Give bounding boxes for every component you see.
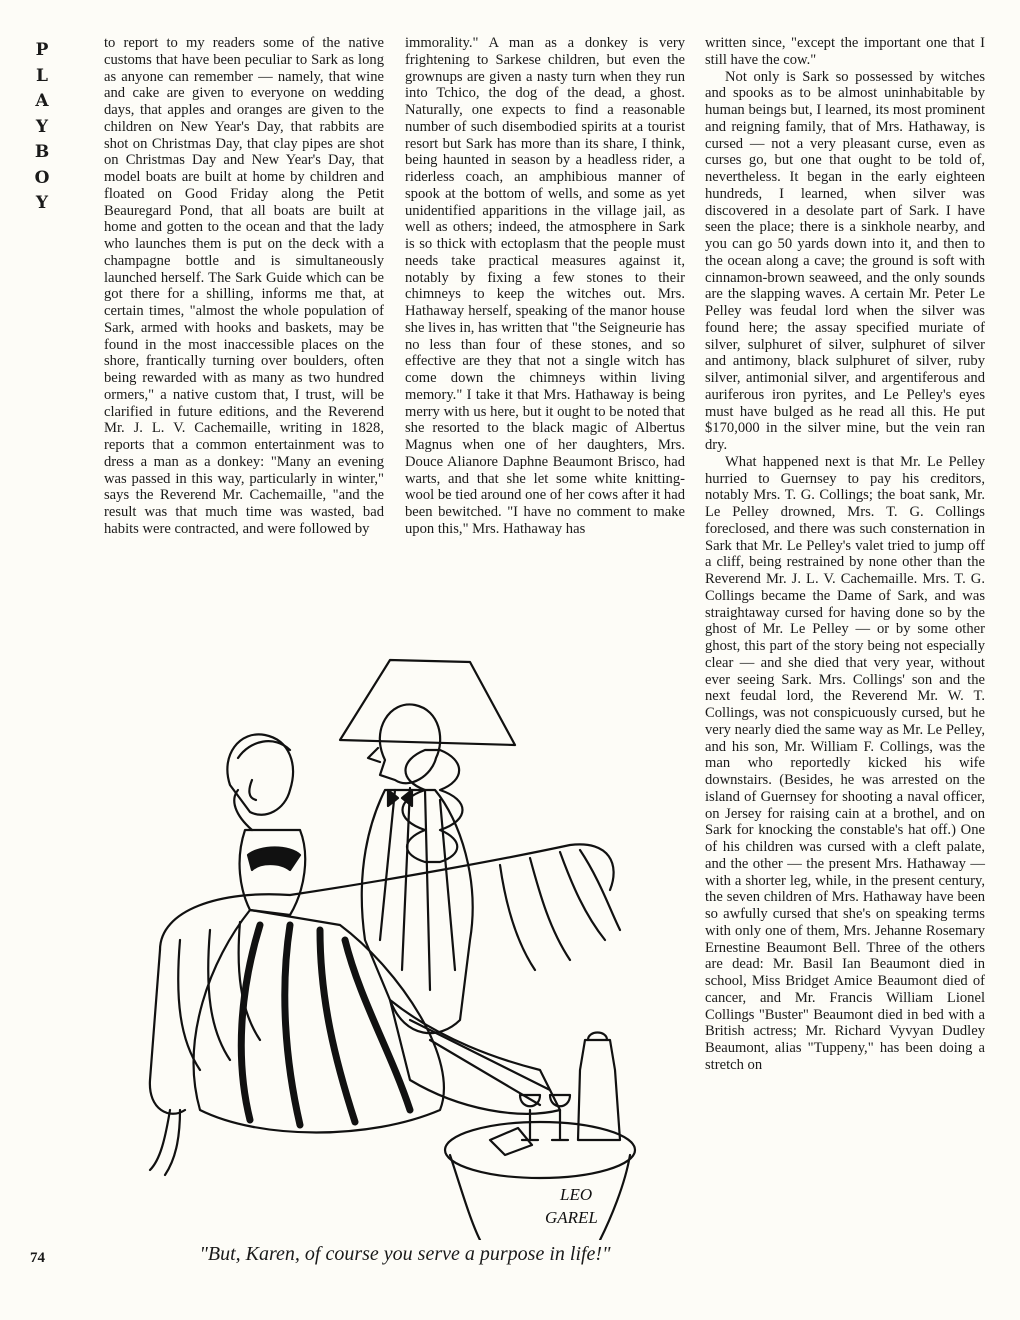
column-2-paragraph-1: immorality." A man as a donkey is very frightening to Sarkese children, but even the grownups are given a nasty turn when they run into Tchico, the dog of the dead, a ghost. Naturally, one expects to find a reasonable number of such disembodied spirits at a tourist resort but Sark has more than its share, I think, being haunted in season by a headless rider, a riderless coach, an amphibious manner of spook at the bottom of wells, and some as yet unidentified apparitions in the village jail, as well as others; indeed, the atmosphere in Sark is so thick with ectoplasm that the people must needs take practical measures against it, notably by fixing a few stones to their chimneys to keep the witches out. Mrs. Hathaway herself, speaking of the manor house she lives in, has written that "the Seigneurie has no less than four of these stones, and so effective are they that not a single witch has come down the chimneys within living memory." I take it that Mrs. Hathaway is being merry with us here, but it ought to be noted that she resorted to the black magic of Albertus Magnus when one of her daughters, Mrs. Douce Alianore Daphne Beaumont Brisco, had warts, and that she let some white knitting-wool be tied around one of her cows after it had been bewitched. "I have no comment to make upon this," Mrs. Hathaway has [405,35,685,537]
cartoon-caption: "But, Karen, of course you serve a purpose in life!" [199,1243,611,1265]
lamp-shade [340,660,515,745]
coffee-table [445,1122,635,1178]
napkin [490,1128,532,1155]
column-3-paragraph-2: Not only is Sark so possessed by witches and spooks as to be almost uninhabitable by human beings but, I learned, its most prominent and reigning family, that of Mrs. Hathaway, is cursed — not a very pleasant curse, even as curses go, but one that ought to be told of, nevertheless. It began in the early eighteen hundreds, I learned, when silver was discovered in a desolate part of Sark. I have seen the place; there is a sinkhole nearby, and you can go 50 yards down into it, and then to the ocean along a cave; the ground is soft with cinnamon-brown seaweed, and the only sounds are the slapping waves. A certain Mr. Peter Le Pelley was feudal lord when the silver was found here; the assay specified muriate of silver, sulphuret of silver, sulphuret of silver and antimony, black sulphuret of silver, ruby silver, antimonial silver, and argentiferous and auriferous iron pyrites, and Le Pelley's eyes must have bulged as he read all this. He put $170,000 in the silver mine, but the vein ran dry. [705,68,985,453]
artist-signature-line-1: LEO [560,1185,593,1204]
text-column-3 [705,35,985,1074]
glass-right [550,1095,570,1140]
artist-signature-line-2: GAREL [545,1208,598,1227]
column-1-paragraph-1: to report to my readers some of the native customs that have been peculiar to Sark as long as anyone can remember — namely, that wine and cake are given to everyone on wedding days, that apples and oranges are given to the children on New Year's Day, that rabbits are shot on Christmas Day, that clay pipes are shot on Christmas Day and New Year's Day, that model boats are built at home by children and floated on Good Friday along the Petit Beauregard Pond, that all boats are built at home and gotten to the ocean and that the lady who launches them is put on the deck with a champagne bottle and is simultaneously launched herself. The Sark Guide which can be got there for a shilling, informs me that, at certain times, "almost the whole population of Sark, armed with hooks and baskets, may be found in the most inaccessible places on the shore, frantically turning over boulders, often being rewarded with as many as two hundred ormers," a native custom that, I trust, will be clarified in future editions, and the Reverend Mr. J. L. V. Cachemaille, writing in 1828, reports that a common entertainment was to dress a man as a donkey: "Many an evening was passed in this way, particularly in winter," says the Reverend Mr. Cachemaille, "and the result was that much time was wasted, bad habits were contracted, and were followed by [104,35,384,537]
text-column-1 [104,35,384,538]
woman-torso [240,830,306,915]
page-number: 74 [30,1250,45,1266]
text-column-2 [405,35,685,538]
column-3-paragraph-3: What happened next is that Mr. Le Pelley hurried to Guernsey to pay his creditors, notably Mrs. T. G. Collings; the boat sank, Mr. Le Pelley drowned, Mrs. T. G. Collings foreclosed, and there was such consternation in Sark that Mr. Le Pelley's valet tried to jump off a cliff, being restrained by none other than the Reverend Mr. J. L. V. Cachemaille. Mrs. T. G. Collings became the Dame of Sark, and was straightaway cursed for having done so by the ghost of Mr. Le Pelley — or by some other ghost, this part of the story being not especially clear — and she died that very year, without ever seeing Sark. Mrs. Collings' son and the next feudal lord, the Reverend Mr. W. T. Collings, was not conspicuously cursed, but he very nearly died the same way as Mr. Le Pelley, and his son, Mr. William F. Collings, was the man who reportedly kicked his wife downstairs. (Besides, he was arrested on the island of Guernsey for shooting a naval officer, on Jersey for raising cain at a brothel, and on Sark for knocking the constable's hat off.) One of his children was cursed with a cleft palate, and the other — the present Mrs. Hathaway — with a shorter leg, while, in the present century, the seven children of Mrs. Hathaway have been so awfully cursed that she's on speaking terms with only one of them, Mrs. Jehanne Rosemary Ernestine Beaumont Bell. Three of the others are dead: Mr. Basil Ian Beaumont died in school, Miss Bridget Amice Beaumont died of cancer, and Mr. Francis William Lionel Collings "Buster" Beaumont died in bed with a British actress; Mr. Richard Vyvyan Dudley Beaumont, alias "Tuppeny," has been doing a stretch on [705,453,985,1073]
woman-head [227,734,293,814]
cartoon-illustration [140,640,685,1240]
sofa-arm-left [150,950,185,1114]
man-legs [390,1000,560,1114]
masthead-vertical: P L A Y B O Y [34,40,50,213]
column-3-paragraph-1: written since, "except the important one that I still have the cow." [705,35,985,68]
man-head [380,704,440,783]
sofa-back [160,844,614,950]
